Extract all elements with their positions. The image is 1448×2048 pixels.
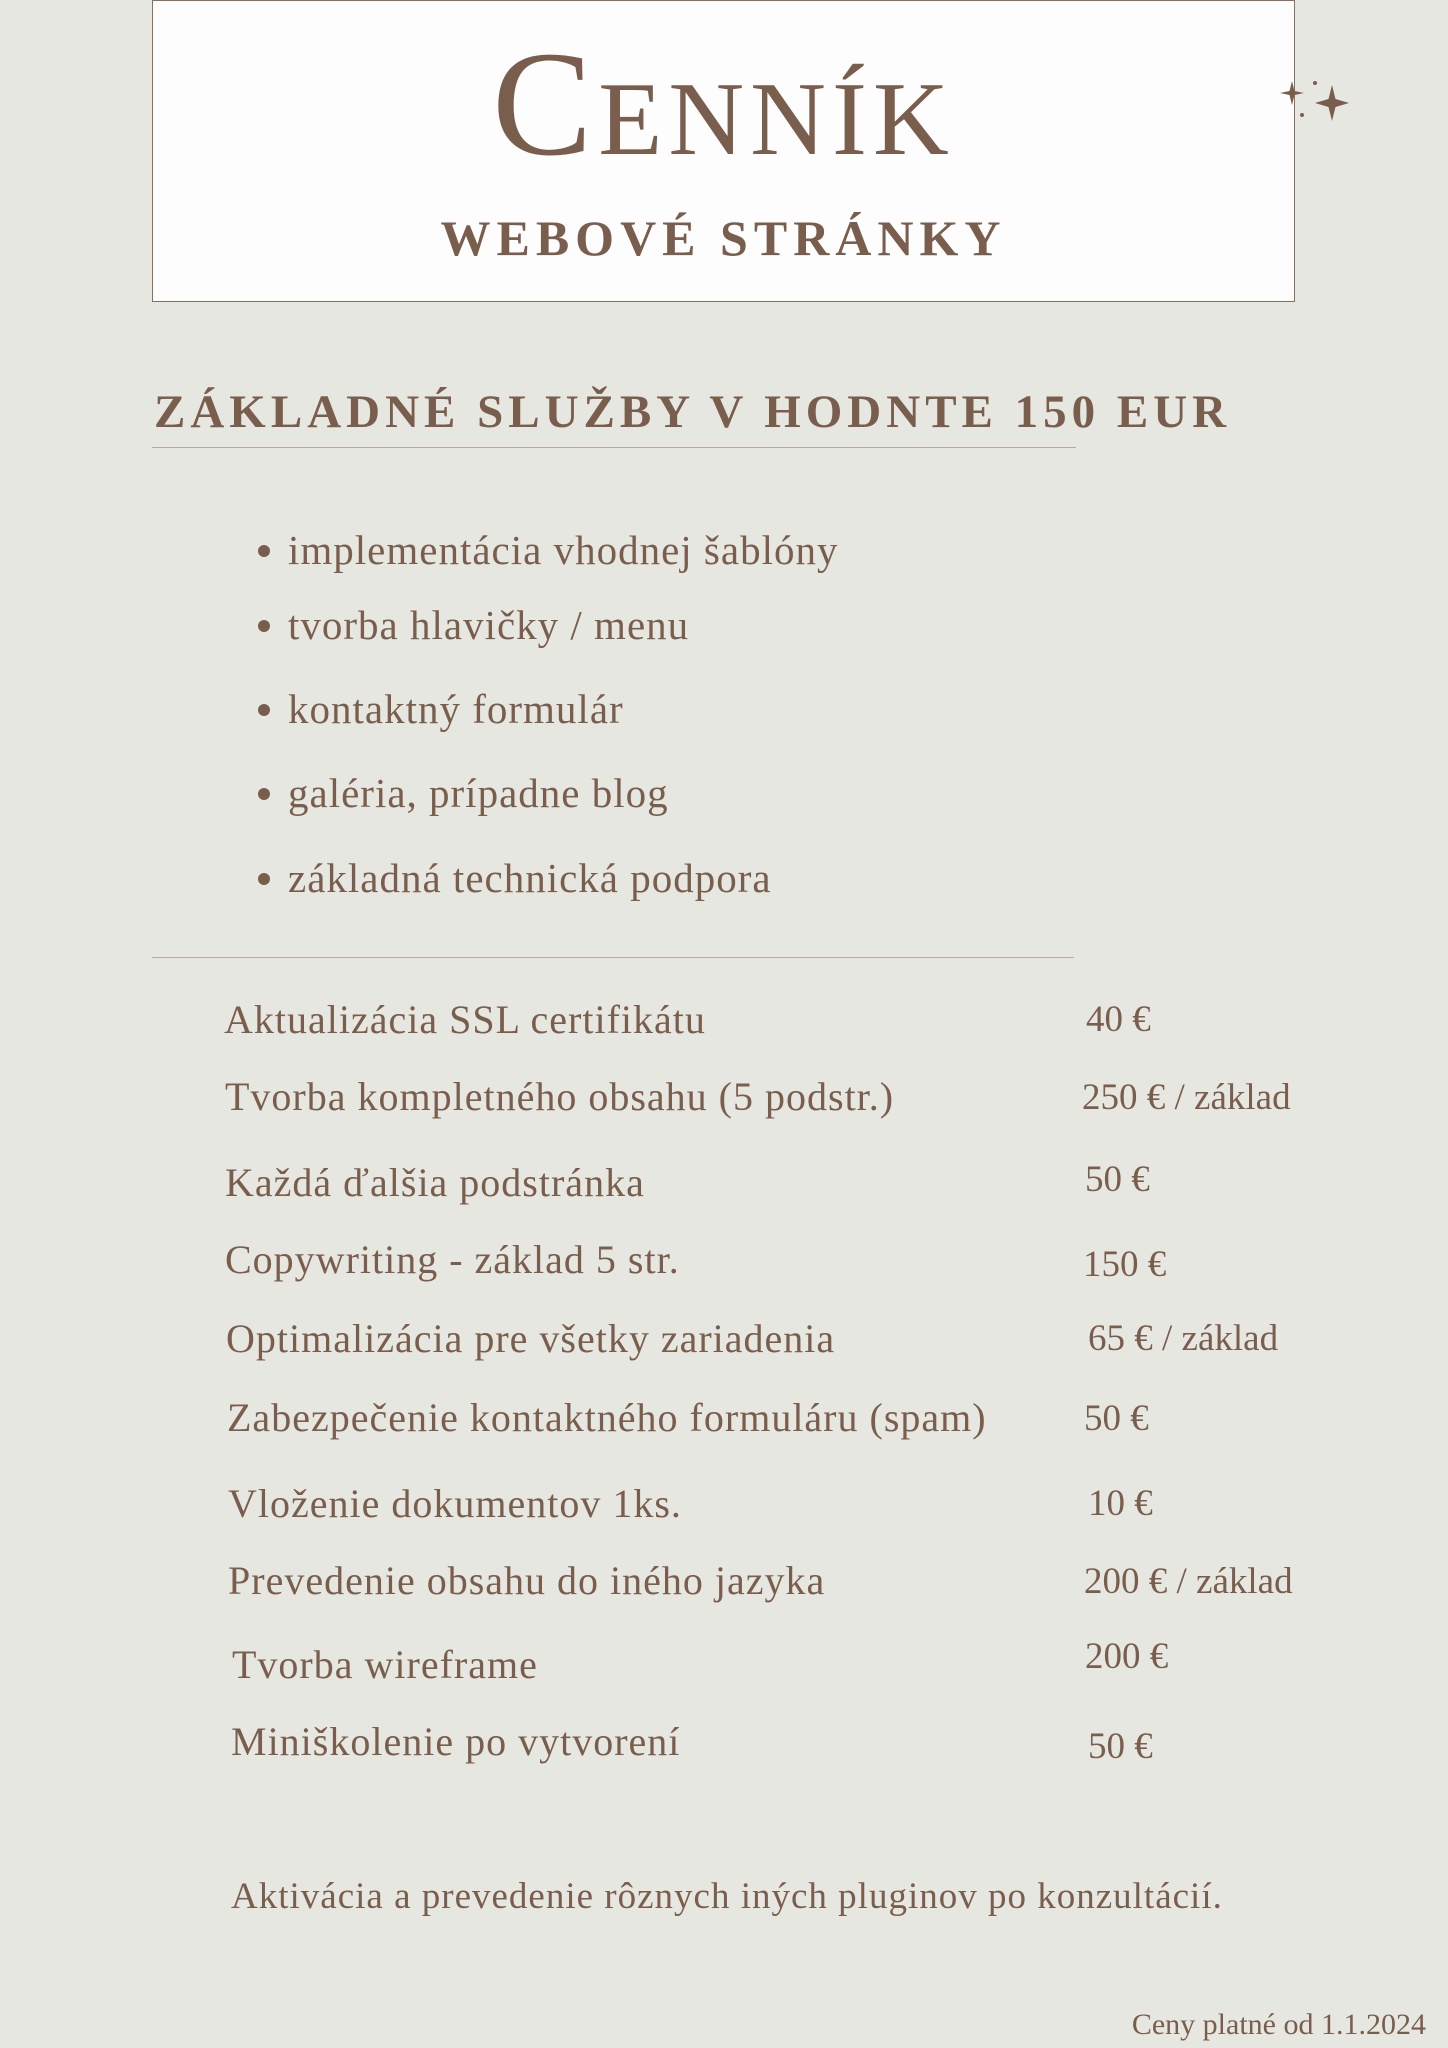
list-item [258, 601, 689, 649]
service-price: 200 € [1085, 1636, 1169, 1677]
list-item [258, 854, 772, 902]
list-item-label: implementácia vhodnej šablóny [288, 527, 839, 573]
price-row [0, 1480, 1448, 1540]
price-row [0, 996, 1448, 1056]
service-name: Aktualizácia SSL certifikátu [224, 997, 706, 1042]
service-name: Tvorba wireframe [232, 1642, 538, 1687]
price-row [0, 1073, 1448, 1133]
price-row [0, 1315, 1448, 1375]
service-name: Zabezpečenie kontaktného formuláru (spam) [227, 1395, 987, 1440]
service-price: 200 € / základ [1084, 1561, 1293, 1602]
service-price: 50 € [1084, 1398, 1149, 1439]
list-item-label: základná technická podpora [288, 855, 772, 901]
service-price: 40 € [1086, 999, 1151, 1040]
list-item-label: tvorba hlavičky / menu [288, 602, 690, 648]
list-item [258, 526, 838, 574]
header-box [152, 0, 1295, 302]
service-name: Miniškolenie po vytvorení [231, 1719, 681, 1764]
page-title: Cenník [492, 21, 955, 187]
service-name: Prevedenie obsahu do iného jazyka [228, 1558, 826, 1603]
service-price: 50 € [1085, 1159, 1150, 1200]
service-price: 65 € / základ [1088, 1318, 1279, 1359]
price-row [0, 1557, 1448, 1617]
bullet-icon [258, 788, 270, 800]
divider [152, 447, 1076, 448]
service-name: Copywriting - základ 5 str. [225, 1237, 680, 1282]
page-subtitle: WEBOVÉ STRÁNKY [440, 210, 1007, 266]
service-price: 150 € [1083, 1244, 1167, 1285]
price-row [0, 1236, 1448, 1296]
service-name: Každá ďalšia podstránka [225, 1160, 645, 1205]
service-price: 50 € [1088, 1726, 1153, 1767]
basic-services-heading: ZÁKLADNÉ SLUŽBY V HODNTE 150 EUR [154, 386, 1232, 438]
list-item-label: galéria, prípadne blog [288, 770, 669, 816]
divider [152, 957, 1074, 958]
plugins-note: Aktivácia a prevedenie rôznych iných pluginov po konzultácií. [231, 1876, 1223, 1917]
bullet-icon [258, 620, 270, 632]
service-price: 10 € [1088, 1483, 1153, 1524]
price-row [0, 1394, 1448, 1454]
service-price: 250 € / základ [1082, 1077, 1291, 1118]
price-row [0, 1159, 1448, 1219]
service-name: Optimalizácia pre všetky zariadenia [226, 1316, 836, 1361]
bullet-icon [258, 545, 270, 557]
bullet-icon [258, 704, 270, 716]
list-item [258, 685, 624, 733]
validity-date: Ceny platné od 1.1.2024 [1131, 2008, 1426, 2041]
list-item-label: kontaktný formulár [288, 686, 624, 732]
price-row [0, 1718, 1448, 1778]
sparkles-icon [1278, 73, 1358, 143]
bullet-icon [258, 873, 270, 885]
service-name: Vloženie dokumentov 1ks. [228, 1481, 682, 1526]
list-item [258, 769, 669, 817]
price-row [0, 1636, 1448, 1701]
service-name: Tvorba kompletného obsahu (5 podstr.) [225, 1074, 895, 1119]
